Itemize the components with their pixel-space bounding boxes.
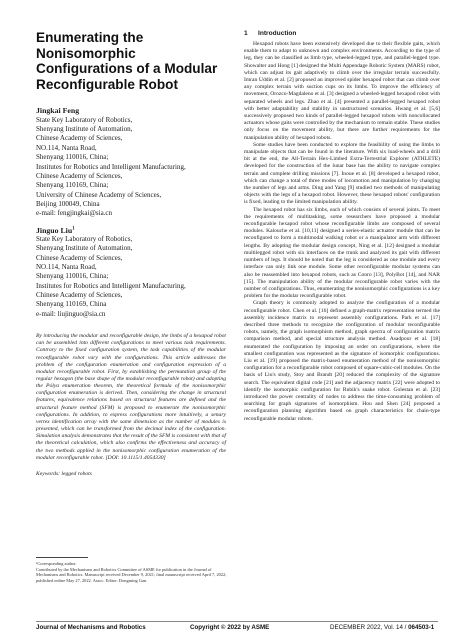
footer-date-volume: DECEMBER 2022, Vol. 14 bbox=[330, 624, 403, 631]
paper-title bbox=[36, 30, 226, 92]
affiliation-line: NO.114, Nanta Road, bbox=[36, 263, 97, 271]
affiliation-line: Institutes for Robotics and Intelligent Manufacturing, bbox=[36, 281, 186, 290]
body-paragraph: Graph theory is commonly adopted to analyze the configuration of a modular reconfigurable robot. Chen et al. [16] defined a graph-matrix representation termed the assembly incidence matrix to represent assembly configurations. Park et al. [17] described three methods to recognize the configuration of modular reconfigurable robots, namely, the graph isomorphism method, graph spectra of configuration matrix comparison method, and special structure analysis method. Asadpour et al. [18] enumerated the configuration by imposing an order on configurations, where the smallest configuration was represented as the signature of isomorphic configurations. Liu et al. [19] proposed the matrix-based enumeration method of the nonisomorphic configuration for a reconfigurable robot composed of square-cubic-cell modules. On the basis of Liu's study, Stoy and Brandt [20] reduced the complexity of the signature search. The equivalent digital code [21] and the adjacency matrix [22] were adopted to identify the isomorphic configuration for Rubik's snake robot. Golestan et al. [23] introduced the power centrality of nodes to address the time-consuming problem of searching for graph signatures of isomorphism. Hou and Shen [24] proposed a reconfiguration planning algorithm based on graph characteristics for chain-type reconfigurable modular robots. bbox=[244, 300, 440, 422]
affiliation-line: Chinese Academy of Sciences, bbox=[36, 171, 123, 180]
section-number: 1 bbox=[244, 30, 248, 37]
title-line: Configurations of a Modular bbox=[36, 61, 218, 77]
section-heading bbox=[244, 30, 440, 38]
affiliation-line: Shenyang 110016, China; bbox=[36, 153, 109, 162]
author-affiliation bbox=[36, 116, 226, 219]
author-email[interactable]: e-mail: liujinguo@sia.cn bbox=[36, 309, 106, 318]
keywords: Keywords: legged robots bbox=[36, 470, 92, 477]
abstract: By introducing the modular and reconfigurable design, the limbs of a hexapod robot can be assembled into different configurations to meet various task requirements. Contrary to the fixed configuration system, the task capabilities of the modular reconfigurable robot vary with the configurations. This article addresses the problem of the configuration enumeration and configuration expression of a modular reconfigurable robot. First, by establishing the permutation group of the regular hexagon (the base shape of the modular reconfigurable robot) and adopting the Pólya enumeration theorem, the theoretical formula of the nonisomorphic configuration enumeration is derived. Then, considering the change in structural features, equivalence relations based on structural features are defined and the structural feature method (SFM) is proposed to enumerate the nonisomorphic configurations. In addition, to express configurations more intuitively, a senary vertex identification array with the same dimension as the number of modules is presented, which can be transformed from the decimal index of the configuration. Simulation analysis demonstrates that the result of the SFM is consistent with that of the theoretical calculation, which also confirms the effectiveness and accuracy of the two methods applied in the nonisomorphic configuration enumeration of the modular reconfigurable robot. [DOI: 10.1115/1.4054330] bbox=[36, 333, 226, 461]
corresponding-author-marker: 1 bbox=[72, 225, 75, 231]
footnote-divider bbox=[36, 557, 88, 558]
affiliation-line: Shenyang Institute of Automation, bbox=[36, 125, 133, 134]
affiliation-line: Shenyang 110169, China bbox=[36, 300, 107, 309]
title-line: Reconfigurable Robot bbox=[36, 76, 178, 92]
footnote: ¹Corresponding author. bbox=[36, 561, 77, 566]
title-line: Enumerating the Nonisomorphic bbox=[36, 30, 144, 61]
author-name bbox=[36, 226, 226, 235]
body-paragraph: Some studies have been conducted to explore the feasibility of using the limbs to manipulate objects that can be found in the literature. With six load-wheels and a drill bit at the end, the All-Terrain Hex-Limbed Extra-Terrestrial Explorer (ATHLETE) developed for the construction of the lunar base has the ability to navigate complex terrain and complete drilling missions [7]. Inoue et al. [8] developed a hexapod robot, which can change a total of three modes of locomotion and manipulation by changing the number of legs and arms. Ding and Yang [9] studied two methods of manipulating objects with the legs of a hexapod robot. However, these hexapod robots' configuration is fixed, leading to the limited manipulation ability. bbox=[244, 141, 440, 206]
footer-divider bbox=[36, 621, 438, 622]
footnotes bbox=[36, 561, 228, 583]
author-name: Jingkai Feng bbox=[36, 106, 80, 116]
body-column bbox=[244, 30, 440, 423]
body-paragraph: Hexapod robots have been extensively developed due to their flexible gaits, which enable them to adapt to unknown and complex environments. According to the type of leg, they can be classified as limb type, wheeled-legged type, and parallel-legged type. Showalter and Hong [1] designed the Multi Appendage Robotic System (MARS) robot, which can adjust its gait adaptively to climb over the irregular terrain successfully. Imran Uddin et al. [2] proposed an improved spider hexapod robot that can climb over any complex terrain with suction cups on its limbs. To improve the efficiency of movement, Orozco-Magdaleno et al. [3] designed a wheeled-legged hexapod robot with separated wheels and legs. Zhao et al. [4] presented a parallel-legged hexapod robot with better adaptability and stability in unstructured scenarios. Hwang et al. [5,6] successively proposed two kinds of parallel-legged hexapod robots with noncollocated actuators whose gaits were controlled by the mechanism to remain stable. These studies only focus on the movement ability, but there are further requirements for the manipulation ability of hexapod robots. bbox=[244, 41, 440, 141]
affiliation-line: University of Chinese Academy of Sciences, bbox=[36, 190, 162, 199]
footer-journal: Journal of Mechanisms and Robotics bbox=[36, 624, 146, 631]
body-paragraph: The hexapod robot has six limbs, each of which consists of several joints. To meet the requirements of multitasking, some researchers have proposed a modular reconfigurable hexapod robot whose reconfigurable limbs are composed of several modules. Kalouche et al. [10,11] designed a series-elastic actuator module that can be reconfigured to form a multimodal walking robot or a manipulator arm with different lengths. By adopting the modular design concept, Ning et al. [12] designed a modular multilegged robot with six interfaces on the trunk and analyzed its gait with different numbers of legs. It should be noted that the leg is considered as one module and every interface can only link one module. Some other reconfigurable modular systems can also be reassembled into hexapod robots, such as Conro [13], PolyBot [14], and NAR [15]. The manipulation ability of the modular reconfigurable robot varies with the number of configurations. Thus, enumerating the nonisomorphic configurations is a key problem for the modular reconfigurable robot. bbox=[244, 206, 440, 300]
affiliation-line: Shenyang Institute of Automation, bbox=[36, 244, 133, 253]
author-name-text: Jinguo Liu bbox=[36, 225, 73, 235]
footer-page-number: 064503-1 bbox=[408, 624, 435, 631]
footer-copyright: Copyright © 2022 by ASME bbox=[190, 624, 270, 631]
affiliation-line: Institutes for Robotics and Intelligent Manufacturing, bbox=[36, 162, 186, 171]
affiliation-line: Chinese Academy of Sciences, bbox=[36, 253, 123, 262]
footnote: Contributed by the Mechanisms and Robotics Committee of ASME for publication in the Journal of Mechanisms and Robotics. Manuscript received December 9, 2021; final manuscript received April 7, 2022; published online May 27, 2022. Assoc. Editor: Dongming Gan. bbox=[36, 566, 227, 583]
author-email[interactable]: e-mail: fengjingkai@sia.cn bbox=[36, 209, 113, 218]
affiliation-line: State Key Laboratory of Robotics, bbox=[36, 115, 133, 124]
affiliation-line: Shenyang 110169, China; bbox=[36, 181, 109, 190]
footer-issue: DECEMBER 2022, Vol. 14 / 064503-1 bbox=[330, 624, 435, 631]
affiliation-line: Shenyang 110016, China; bbox=[36, 272, 109, 281]
affiliation-line: State Key Laboratory of Robotics, bbox=[36, 234, 133, 243]
section-title: Introduction bbox=[258, 30, 297, 37]
affiliation-line: Chinese Academy of Sciences, bbox=[36, 291, 123, 300]
author-affiliation bbox=[36, 235, 226, 319]
affiliation-line: NO.114, Nanta Road, bbox=[36, 143, 97, 152]
affiliation-line: Beijing 100049, China bbox=[36, 199, 100, 208]
front-matter-column bbox=[36, 30, 226, 478]
affiliation-line: Chinese Academy of Sciences, bbox=[36, 134, 123, 143]
